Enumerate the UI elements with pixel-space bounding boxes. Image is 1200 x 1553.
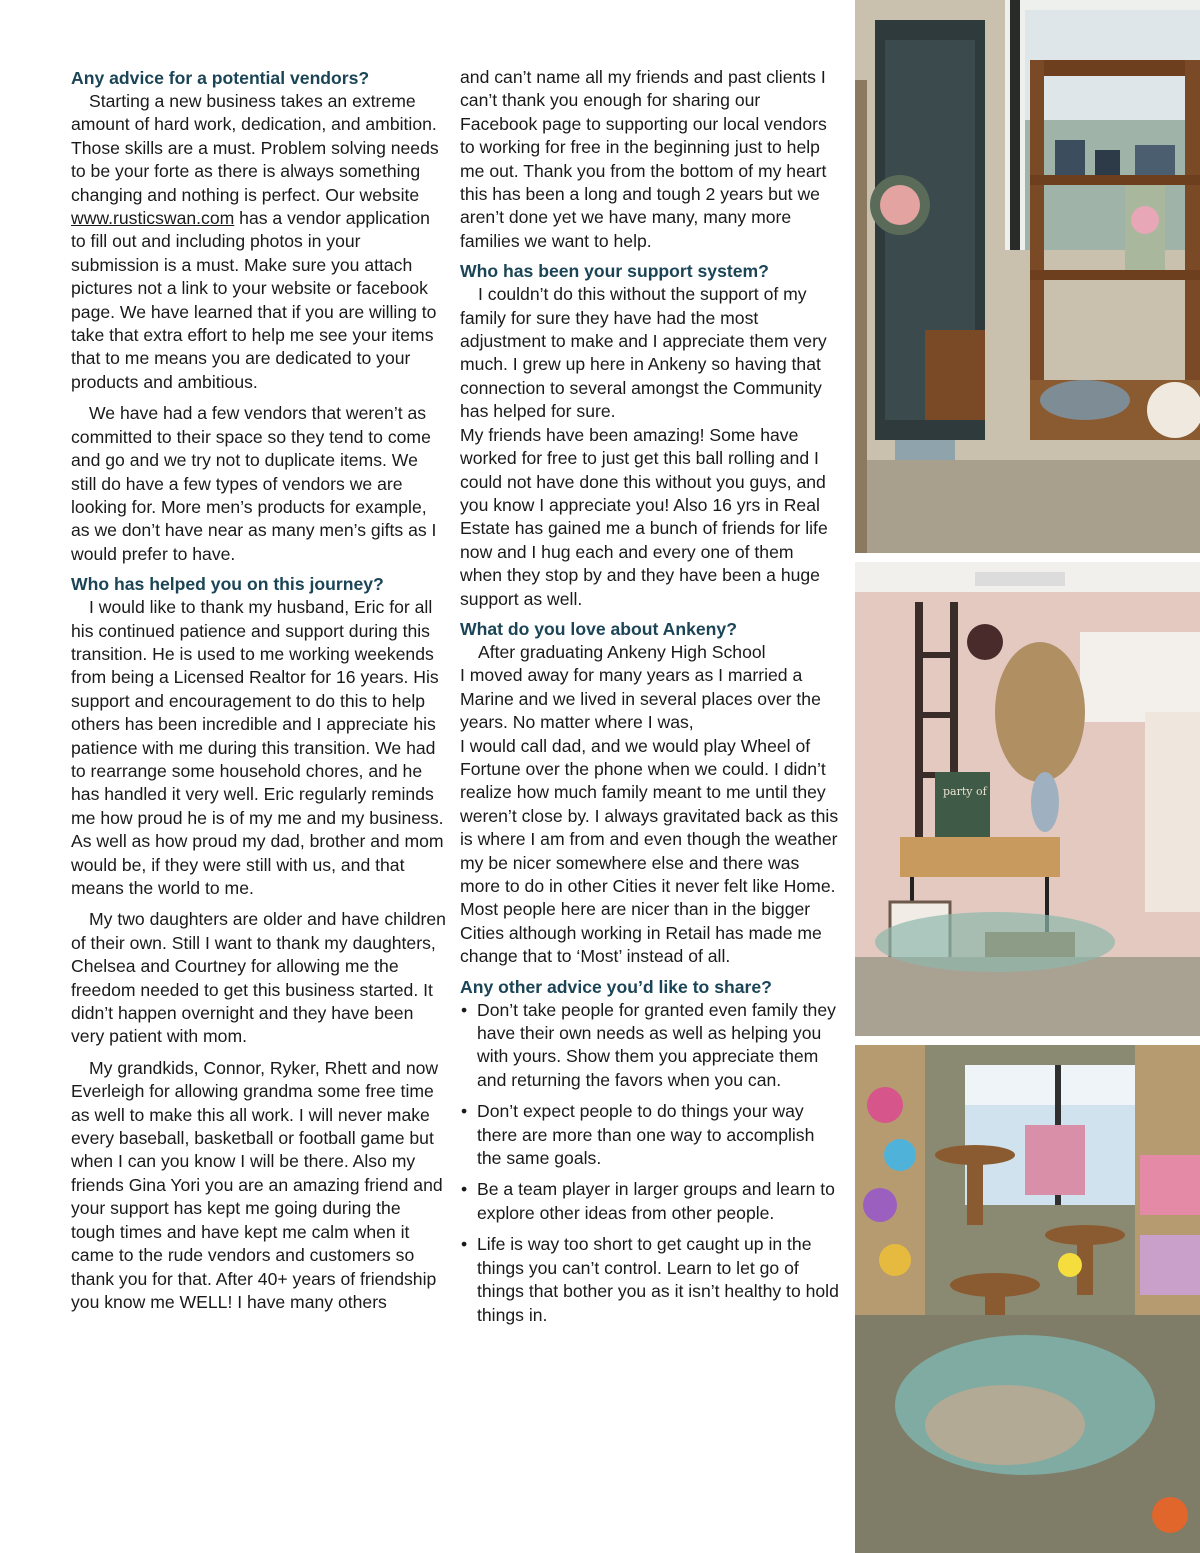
paragraph-ankeny-graduating: After graduating Ankeny High School	[478, 641, 766, 662]
bullet-text: Be a team player in larger groups and learn to explore other ideas from other people.	[477, 1179, 835, 1223]
paragraph-husband: I would like to thank my husband, Eric for all his continued patience and support during this transition. He is used to me working weekends from being a Licensed Realtor for 16 years. His support and encouragement to do this to help others has been incredible and I appreciate his patience with me during this transition. We had to rearrange some household chores, and he has handled it very well. Eric regularly reminds me how proud he is of my me and my business. As well as how proud my dad, brother and mom would be, if they were still with us, and that means the world to me.	[71, 597, 444, 898]
kids-corner-illustration	[855, 1045, 1200, 1553]
bullet-marker: •	[461, 1101, 468, 1122]
text-run: has a vendor application to fill out and including photos in your submission is a must. Make sure you attach pictures not a link to your website or facebook page. We have learned that if you are willing to take that extra effort to help me see your items that to me means you are dedicated to your products and ambitious.	[71, 208, 437, 392]
bullet-marker: •	[461, 999, 468, 1020]
website-link[interactable]: www.rusticswan.com	[71, 208, 235, 229]
bullet-marker: •	[461, 1234, 468, 1255]
paragraph-ankeny-moved: I moved away for many years as I married a Marine and we lived in several places over the years. No matter where I was,	[460, 665, 821, 733]
paragraph-ankeny-dad: I would call dad, and we would play Wheel of Fortune over the phone when we could. I didn’t realize how much family meant to me until they weren’t close by. I always gravitated back as this is where I am from and even though the weather my be nicer somewhere else and there was more to do in other Cities it never felt like Home. Most people here are nicer than in the bigger Cities although working in Retail has made me change that to ‘Most’ instead of all.	[460, 735, 839, 967]
list-item	[460, 1178, 840, 1225]
heading-other-advice: Any other advice you’d like to share?	[460, 976, 772, 997]
photo-store-shelving	[855, 0, 1200, 553]
store-shelving-illustration	[855, 0, 1200, 553]
paragraph-vendors-committed: We have had a few vendors that weren’t as committed to their space so they tend to come and go and we try not to duplicate items. We still do have a few types of vendors we are looking for. More men’s products for example, as we don’t have near as many men’s gifts as I would prefer to have.	[71, 403, 437, 564]
paragraph-vendor-advice	[71, 90, 447, 394]
heading-who-helped: Who has helped you on this journey?	[71, 574, 384, 595]
paragraph-grandkids: My grandkids, Connor, Ryker, Rhett and now Everleigh for allowing grandma some free time as well to make this all work. I will never make every baseball, basketball or football game but when I can you know I will be there. Also my friends Gina Yori you are an amazing friend and your support has kept me going during the tough times and have kept me calm when it came to the rude vendors and customers so thank you for that. After 40+ years of friendship you know me WELL! I have many others	[71, 1057, 443, 1312]
column-middle	[460, 66, 840, 1335]
paragraph-support-friends: My friends have been amazing! Some have worked for free to just get this ball rolling and I could not have done this without you guys, and you know I appreciate you! Also 16 yrs in Real Estate has gained me a bunch of friends for life now and I hug each and every one of them when they stop by and they have been a huge support as well.	[460, 424, 828, 609]
column-left	[71, 66, 447, 1314]
sign-party-of: party of	[943, 785, 987, 798]
bullet-text: Life is way too short to get caught up in the things you can’t control. Learn to let go of things that bother you as it isn’t healthy to hold things in.	[477, 1234, 839, 1325]
bullet-text: Don’t expect people to do things your way there are more than one way to accomplish the same goals.	[477, 1101, 815, 1169]
heading-vendor-advice: Any advice for a potential vendors?	[71, 68, 370, 88]
advice-list	[460, 999, 840, 1327]
text-run: Starting a new business takes an extreme amount of hard work, dedication, and ambition. Those skills are a must. Problem solving needs to be your forte as there is always something changing and nothing is perfect. Our website	[71, 91, 439, 205]
paragraph-continued: and can’t name all my friends and past clients I can’t thank you enough for sharing our Facebook page to supporting our local vendors to working for free in the beginning just to help me out. Thank you from the bottom of my heart this has been a long and tough 2 years but we aren’t done yet we have many, many more families we want to help.	[460, 67, 827, 251]
list-item	[460, 1100, 840, 1170]
heading-support-system: Who has been your support system?	[460, 261, 769, 282]
bullet-marker: •	[461, 1179, 468, 1200]
list-item	[460, 1233, 840, 1327]
photo-booth-table	[855, 562, 1200, 1036]
photo-kids-corner	[855, 1045, 1200, 1553]
booth-table-illustration	[855, 562, 1200, 1036]
paragraph-support-family: I couldn’t do this without the support of my family for sure they have had the most adjustment to make and I appreciate them very much. I grew up here in Ankeny so having that connection to several amongst the Community has helped for sure.	[460, 284, 827, 422]
list-item	[460, 999, 840, 1093]
bullet-text: Don’t take people for granted even family they have their own needs as well as helping you with yours. Show them you appreciate them and returning the favors when you can.	[477, 999, 836, 1090]
heading-love-ankeny: What do you love about Ankeny?	[460, 618, 737, 639]
paragraph-daughters: My two daughters are older and have children of their own. Still I want to thank my daughters, Chelsea and Courtney for allowing me the freedom needed to get this business started. It didn’t happen overnight and they have been very patient with mom.	[71, 909, 446, 1047]
